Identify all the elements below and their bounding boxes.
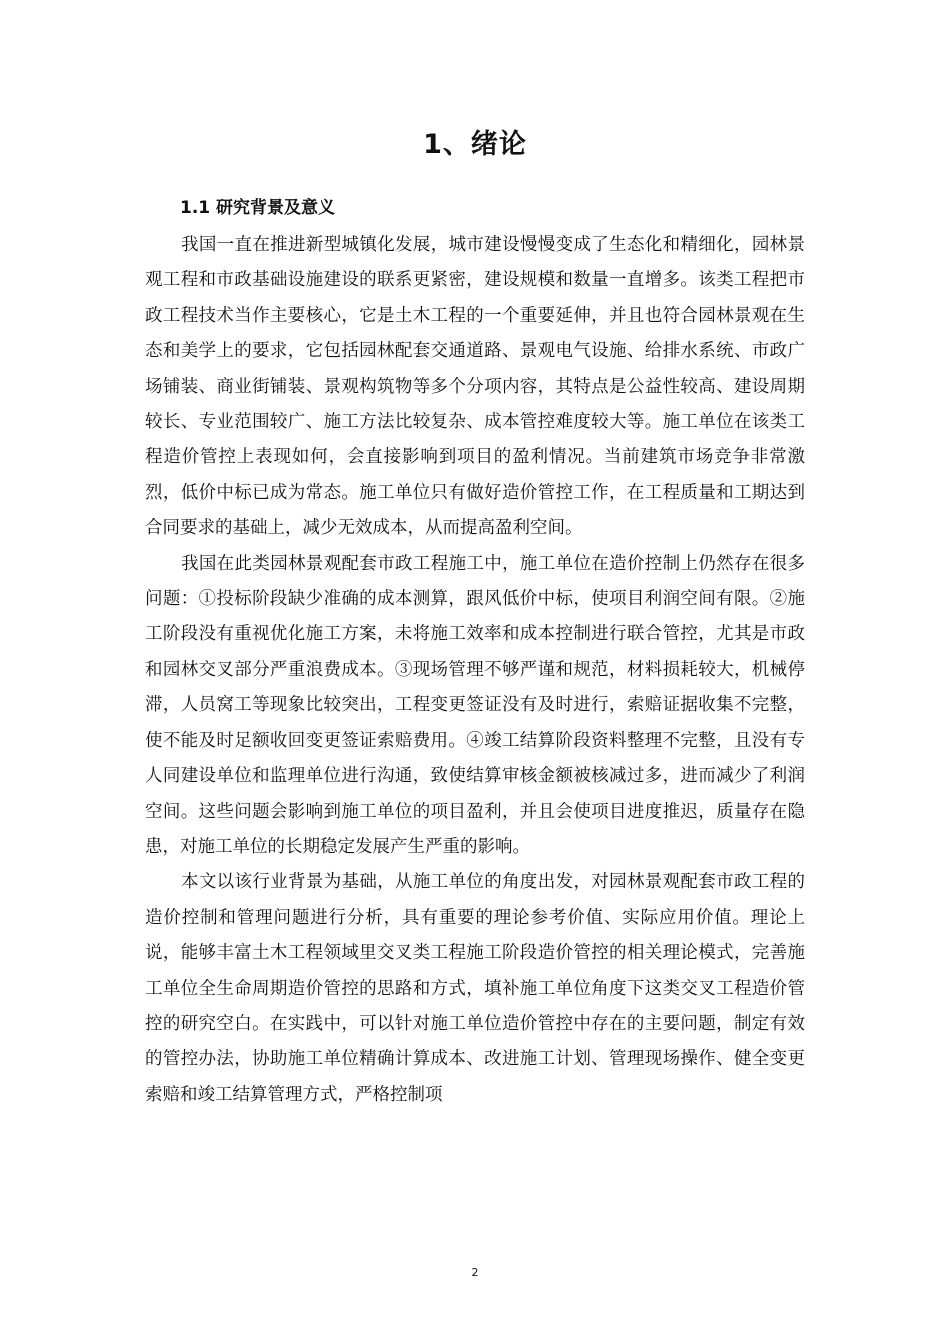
paragraph-background: 我国一直在推进新型城镇化发展，城市建设慢慢变成了生态化和精细化，园林景观工程和市政基础设施建设的联系更紧密，建设规模和数量一直增多。该类工程把市政工程技术当作主要核心，它是土木工程的一个重要延伸，并且也符合园林景观在生态和美学上的要求，它包括园林配套交通道路、景观电气设施、给排水系统、市政广场铺装、商业街铺装、景观构筑物等多个分项内容，其特点是公益性较高、建设周期较长、专业范围较广、施工方法比较复杂、成本管控难度较大等。施工单位在该类工程造价管控上表现如何，会直接影响到项目的盈利情况。当前建筑市场竞争非常激烈，低价中标已成为常态。施工单位只有做好造价管控工作，在工程质量和工期达到合同要求的基础上，减少无效成本，从而提高盈利空间。 xyxy=(145,235,805,539)
body-text xyxy=(145,228,805,1113)
section-heading: 1.1 研究背景及意义 xyxy=(180,198,336,218)
paragraph-significance: 本文以该行业背景为基础，从施工单位的角度出发，对园林景观配套市政工程的造价控制和管理问题进行分析，具有重要的理论参考价值、实际应用价值。理论上说，能够丰富土木工程领域里交叉类工程施工阶段造价管控的相关理论模式，完善施工单位全生命周期造价管控的思路和方式，填补施工单位角度下这类交叉工程造价管控的研究空白。在实践中，可以针对施工单位造价管控中存在的主要问题，制定有效的管控办法，协助施工单位精确计算成本、改进施工计划、管理现场操作、健全变更索赔和竣工结算管理方式，严格控制项 xyxy=(145,872,805,1105)
chapter-title: 1、绪论 xyxy=(423,129,527,160)
page-number: 2 xyxy=(471,1266,479,1279)
paragraph-problems: 我国在此类园林景观配套市政工程施工中，施工单位在造价控制上仍然存在很多问题：①投标阶段缺少准确的成本测算，跟风低价中标，使项目利润空间有限。②施工阶段没有重视优化施工方案，未将施工效率和成本控制进行联合管控，尤其是市政和园林交叉部分严重浪费成本。③现场管理不够严谨和规范，材料损耗较大，机械停滞，人员窝工等现象比较突出，工程变更签证没有及时进行，索赔证据收集不完整，使不能及时足额收回变更签证索赔费用。④竣工结算阶段资料整理不完整，且没有专人同建设单位和监理单位进行沟通，致使结算审核金额被核减过多，进而减少了利润空间。这些问题会影响到施工单位的项目盈利，并且会使项目进度推迟，质量存在隐患，对施工单位的长期稳定发展产生严重的影响。 xyxy=(145,553,805,857)
